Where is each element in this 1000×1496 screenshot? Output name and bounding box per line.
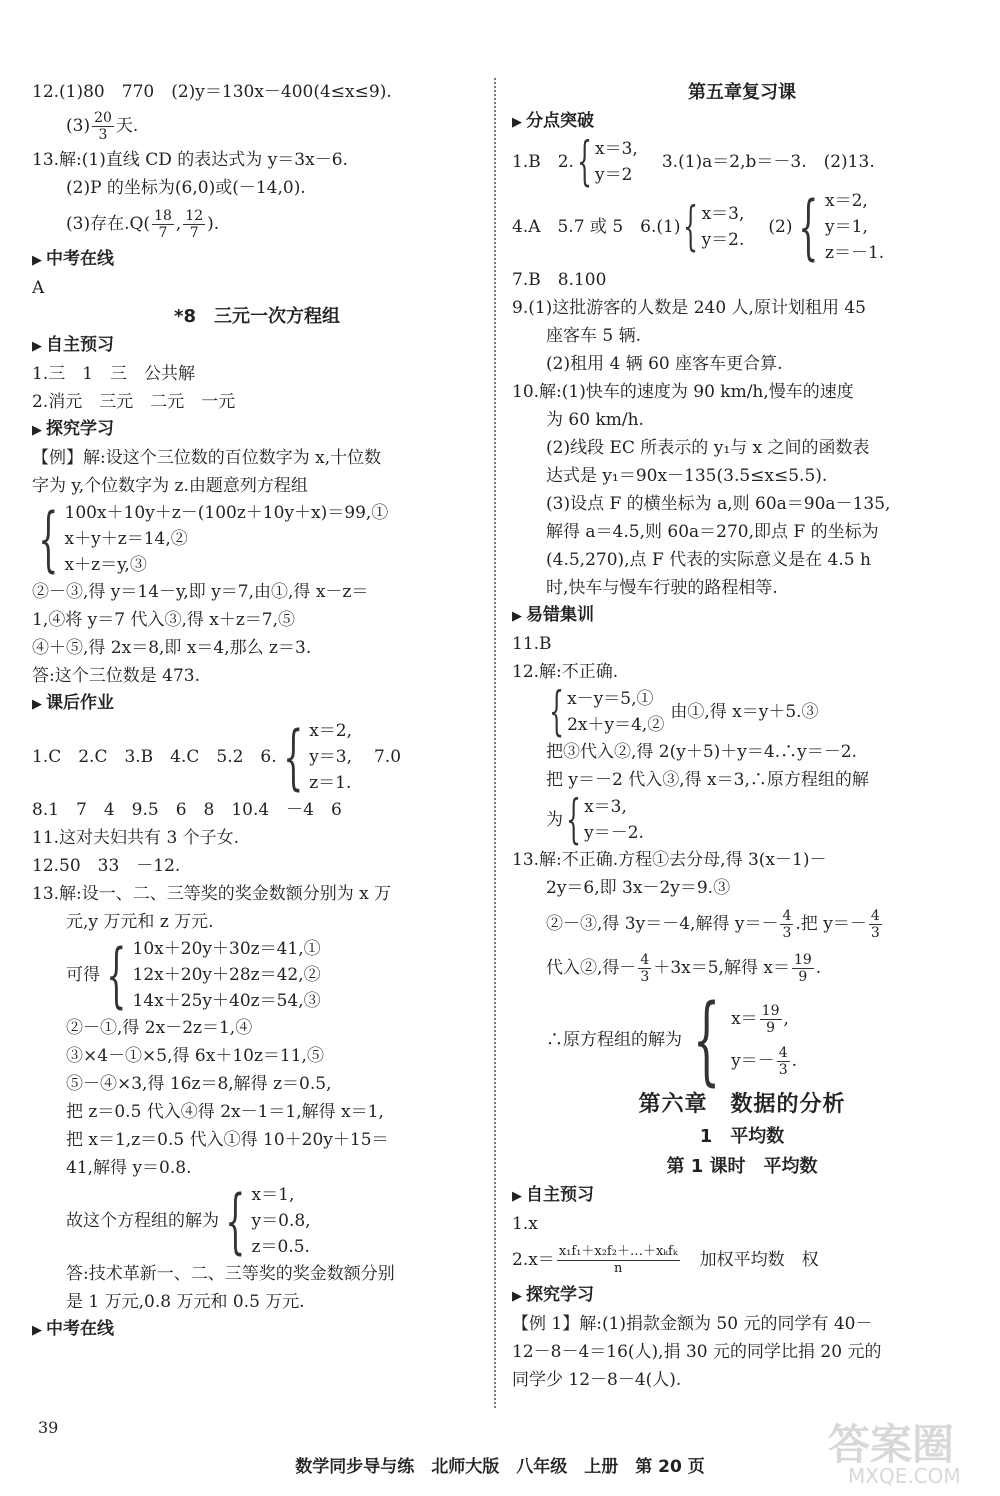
answer: 2.消元 三元 二元 一元 — [32, 392, 236, 412]
brace-icon: { — [683, 197, 699, 257]
unit: 天. — [115, 116, 139, 136]
triangle-icon: ▶ — [512, 609, 522, 624]
text: . — [791, 1051, 798, 1071]
section-title: 自主预习 — [526, 1185, 594, 1205]
step: ⑤－④×3,得 16z＝8,解得 z＝0.5, — [66, 1074, 332, 1094]
numerator: 19 — [761, 1003, 780, 1019]
section-title: 分点突破 — [526, 111, 594, 131]
example-text: 12－8－4＝16(人),捐 30 元的同学比捐 20 元的 — [512, 1342, 882, 1362]
answer-formula — [512, 1238, 972, 1282]
step — [512, 946, 972, 990]
answer: 1.x — [512, 1214, 538, 1234]
equation: x＝2, — [825, 191, 868, 211]
class-title: 第 1 课时 平均数 — [666, 1156, 818, 1177]
answer-13: 13.解:(1)直线 CD 的表达式为 y＝3x－6. — [32, 150, 348, 170]
equation: y＝0.8, — [251, 1211, 311, 1231]
chapter-review-title: 第五章复习课 — [688, 82, 796, 103]
brace-icon: { — [549, 682, 564, 742]
equation-system — [512, 682, 972, 742]
equation: x＋y＋z＝14,② — [64, 529, 188, 549]
answer: 座客车 5 辆. — [546, 326, 642, 346]
answer: 为 60 km/h. — [546, 410, 644, 430]
section-heading — [512, 602, 972, 630]
denominator: 3 — [782, 925, 792, 941]
triangle-icon: ▶ — [512, 1189, 522, 1204]
equation: 2x＋y＝4,② — [567, 715, 665, 735]
brace-icon: { — [566, 790, 581, 850]
section-heading — [512, 1282, 972, 1310]
watermark-url: MXQE.COM — [848, 1464, 961, 1488]
column-divider — [494, 78, 496, 1408]
fraction — [777, 1045, 790, 1078]
answer: 11.这对夫妇共有 3 个子女. — [32, 828, 240, 848]
text: . — [815, 958, 822, 978]
step: 2y＝6,即 3x－2y＝9.③ — [546, 878, 731, 898]
label: ∴原方程组的解为 — [546, 1030, 682, 1050]
step: 41,解得 y＝0.8. — [66, 1158, 192, 1178]
step: 把 z＝0.5 代入④得 2x－1＝1,解得 x＝1, — [66, 1102, 384, 1122]
left-column — [32, 78, 482, 1344]
solution — [825, 188, 884, 266]
answer: (2)线段 EC 所表示的 y₁与 x 之间的函数表 — [546, 438, 870, 458]
equation: x＝2, — [309, 721, 353, 741]
fraction — [760, 1003, 782, 1036]
label: (2) — [768, 217, 793, 237]
equation: x＝3, — [701, 204, 745, 224]
section-title: 探究学习 — [46, 419, 114, 439]
denominator: n — [614, 1261, 623, 1276]
answer: A — [32, 278, 45, 298]
example-text: 同学少 12－8－4(人). — [512, 1370, 682, 1390]
step: 把 y＝－2 代入③,得 x＝3,∴原方程组的解 — [546, 770, 869, 790]
watermark-text: 答案圈 — [828, 1420, 955, 1469]
section-heading — [32, 690, 482, 718]
equations — [133, 936, 321, 1014]
equation-system — [32, 500, 482, 578]
equation-system — [32, 936, 482, 1014]
solution — [595, 136, 638, 188]
triangle-icon: ▶ — [32, 1323, 42, 1338]
answers: 4.A 5.7 或 5 6.(1) — [512, 217, 681, 237]
section-title: 中考在线 — [46, 249, 114, 269]
triangle-icon: ▶ — [512, 115, 522, 130]
equation: z＝0.5. — [251, 1237, 310, 1257]
numerator: 4 — [778, 1045, 788, 1061]
equation: z＝－1. — [825, 243, 885, 263]
brace-icon: { — [692, 984, 721, 1096]
equation — [731, 1040, 797, 1082]
section-heading — [32, 1316, 482, 1344]
equation: x＋z＝y,③ — [64, 555, 147, 575]
equations — [65, 500, 389, 578]
lesson-title: 1 平均数 — [699, 1126, 785, 1147]
equation: x＝3, — [584, 797, 627, 817]
brace-icon: { — [106, 934, 127, 1016]
triangle-icon: ▶ — [32, 253, 42, 268]
example-text: ④＋⑤,得 2x＝8,即 x＝4,那么 z＝3. — [32, 638, 312, 658]
answer: (4.5,270),点 F 代表的实际意义是在 4.5 h — [546, 550, 871, 570]
denominator: 7 — [158, 225, 168, 241]
answer: 12.50 33 －12. — [32, 856, 181, 876]
label: 故这个方程组的解为 — [66, 1211, 219, 1231]
example-text: 1,④将 y＝7 代入③,得 x＋z＝7,⑤ — [32, 610, 296, 630]
step — [512, 902, 972, 946]
answer: 解得 a＝4.5,则 60a＝270,即点 F 的坐标为 — [546, 522, 879, 542]
fraction — [780, 908, 793, 941]
solution — [309, 718, 352, 796]
answer-13-2: (2)P 的坐标为(6,0)或(－14,0). — [66, 178, 306, 198]
section-heading — [32, 416, 482, 444]
fraction — [557, 1244, 680, 1277]
equation: 100x＋10y＋z－(100z＋10y＋x)＝99,① — [64, 503, 389, 523]
answer: 7.B 8.100 — [512, 270, 607, 290]
label: 为 — [546, 810, 563, 830]
triangle-icon: ▶ — [512, 1289, 522, 1304]
answer: 13.解:设一、二、三等奖的奖金数额分别为 x 万 — [32, 884, 392, 904]
equation: 10x＋20y＋30z＝41,① — [132, 939, 321, 959]
text: ). — [207, 214, 220, 234]
answer-12: 12.(1)80 770 (2)y＝130x－400(4≤x≤9). — [32, 82, 392, 102]
answer: 12.解:不正确. — [512, 662, 619, 682]
fraction — [92, 110, 114, 143]
denominator: 9 — [798, 969, 808, 985]
label: 可得 — [66, 965, 100, 985]
example-text: 【例 1】解:(1)捐款金额为 50 元的同学有 40－ — [512, 1314, 873, 1334]
triangle-icon: ▶ — [32, 339, 42, 354]
text: 代入②,得－ — [546, 958, 637, 978]
answer: (3)设点 F 的横坐标为 a,则 60a＝90a－135, — [546, 494, 891, 514]
example-text: ②－③,得 y＝14－y,即 y＝7,由①,得 x－z＝ — [32, 582, 369, 602]
text: (3)存在.Q( — [66, 214, 151, 234]
equation: x－y＝5,① — [567, 689, 654, 709]
solution-system — [512, 984, 972, 1096]
section-title: 自主预习 — [46, 335, 114, 355]
numerator: 18 — [154, 208, 172, 224]
fraction — [869, 908, 882, 941]
numerator: 4 — [870, 908, 880, 924]
equation: z＝1. — [309, 773, 352, 793]
brace-icon: { — [577, 132, 592, 192]
equation: 14x＋25y＋40z＝54,③ — [132, 991, 321, 1011]
text: 2.x＝ — [512, 1250, 555, 1270]
solution — [731, 998, 797, 1082]
equation: y＝3, — [309, 747, 353, 767]
step: 把③代入②,得 2(y＋5)＋y＝4.∴y＝－2. — [546, 742, 857, 762]
equation: y＝2 — [595, 165, 633, 185]
lesson-title: *8 三元一次方程组 — [174, 306, 340, 327]
denominator: 3 — [640, 969, 650, 985]
equation: y＝－2. — [584, 823, 644, 843]
text: , — [783, 1009, 789, 1029]
chapter-title: 第六章 数据的分析 — [638, 1092, 846, 1117]
answer: 7.0 — [374, 747, 402, 767]
answer: 时,快车与慢车行驶的路程相等. — [546, 578, 778, 598]
solution-system — [512, 790, 972, 850]
denominator: 3 — [870, 925, 880, 941]
section-title: 课后作业 — [46, 693, 114, 713]
numerator: 12 — [185, 208, 204, 224]
text: ②－③,得 3y＝－4,解得 y＝－ — [546, 914, 779, 934]
denominator: 3 — [98, 127, 108, 143]
text: y＝－ — [731, 1051, 775, 1071]
answer-13-3: (3)存在.Q( $\frac{18}{7}$ , $\frac{12}{7}$ ). — [66, 208, 220, 241]
solution — [584, 794, 644, 846]
numerator: 4 — [640, 952, 650, 968]
brace-icon: { — [798, 186, 819, 268]
label: (3) — [66, 116, 91, 136]
answer-row — [32, 718, 482, 796]
answer-row — [512, 132, 972, 192]
solution-system — [32, 1182, 482, 1260]
answer: 11.B — [512, 634, 552, 654]
numerator: 4 — [782, 908, 792, 924]
answer: 8.1 7 4 9.5 6 8 10.4 －4 6 — [32, 800, 342, 820]
page-footer: 数学同步导与练 北师大版 八年级 上册 第 20 页 — [295, 1457, 705, 1477]
numerator: 19 — [793, 952, 812, 968]
example-text: 答:这个三位数是 473. — [32, 666, 200, 686]
fraction — [152, 208, 174, 241]
step: 是 1 万元,0.8 万元和 0.5 万元. — [66, 1292, 305, 1312]
equation: x＝1, — [251, 1185, 295, 1205]
answer: 9.(1)这批游客的人数是 240 人,原计划租用 45 — [512, 298, 866, 318]
text: x＝ — [731, 1009, 758, 1029]
answer: 3.(1)a＝2,b＝－3. (2)13. — [661, 152, 875, 172]
section-title: 探究学习 — [526, 1285, 594, 1305]
step: 把 x＝1,z＝0.5 代入①得 10＋20y＋15＝ — [66, 1130, 389, 1150]
answers: 1.B 2. — [512, 152, 574, 172]
section-heading — [32, 332, 482, 360]
text: 加权平均数 权 — [699, 1250, 819, 1270]
step: 答:技术革新一、二、三等奖的奖金数额分别 — [66, 1264, 395, 1284]
step: ②－①,得 2x－2z＝1,④ — [66, 1018, 253, 1038]
answer-row — [512, 188, 972, 266]
solution — [702, 201, 745, 253]
equation: 12x＋20y＋28z＝42,② — [132, 965, 321, 985]
denominator: 9 — [766, 1020, 776, 1036]
section-title: 中考在线 — [46, 1319, 114, 1339]
example-text: 字为 y,个位数字为 z.由题意列方程组 — [32, 476, 308, 496]
section-heading — [512, 1182, 972, 1210]
page-number: 39 — [38, 1418, 59, 1437]
numerator: 20 — [94, 110, 112, 126]
equation: y＝1, — [825, 217, 868, 237]
fraction — [183, 208, 205, 241]
answer: 13.解:不正确.方程①去分母,得 3(x－1)－ — [512, 850, 827, 870]
step: 由①,得 x＝y＋5.③ — [670, 702, 819, 722]
example-text: 【例】解:设这个三位数的百位数字为 x,十位数 — [32, 448, 382, 468]
denominator: 3 — [778, 1062, 788, 1078]
right-column — [512, 78, 972, 1394]
text: ＋3x＝5,解得 x＝ — [653, 958, 790, 978]
numerator: x₁f₁＋x₂f₂＋…＋xₖfₖ — [558, 1244, 678, 1259]
answers: 1.C 2.C 3.B 4.C 5.2 6. — [32, 747, 277, 767]
answer: 元,y 万元和 z 万元. — [66, 912, 214, 932]
triangle-icon: ▶ — [32, 423, 42, 438]
brace-icon: { — [38, 498, 59, 580]
equation — [731, 998, 797, 1040]
denominator: 7 — [189, 225, 199, 241]
section-heading — [32, 246, 482, 274]
solution — [252, 1182, 311, 1260]
equation: y＝2. — [701, 230, 745, 250]
watermark — [820, 1412, 980, 1490]
section-title: 易错集训 — [526, 605, 594, 625]
equations — [567, 686, 664, 738]
fraction — [638, 952, 651, 985]
fraction — [792, 952, 814, 985]
answer: 达式是 y₁＝90x－135(3.5≤x≤5.5). — [546, 466, 828, 486]
brace-icon: { — [282, 716, 303, 798]
step: ③×4－①×5,得 6x＋10z＝11,⑤ — [66, 1046, 324, 1066]
answer: 1.三 1 三 公共解 — [32, 364, 196, 384]
brace-icon: { — [225, 1180, 246, 1262]
answer: 10.解:(1)快车的速度为 90 km/h,慢车的速度 — [512, 382, 854, 402]
text: .把 y＝－ — [795, 914, 867, 934]
triangle-icon: ▶ — [32, 697, 42, 712]
answer: (2)租用 4 辆 60 座客车更合算. — [546, 354, 783, 374]
equation: x＝3, — [595, 139, 638, 159]
answer-12-3 — [32, 106, 482, 146]
